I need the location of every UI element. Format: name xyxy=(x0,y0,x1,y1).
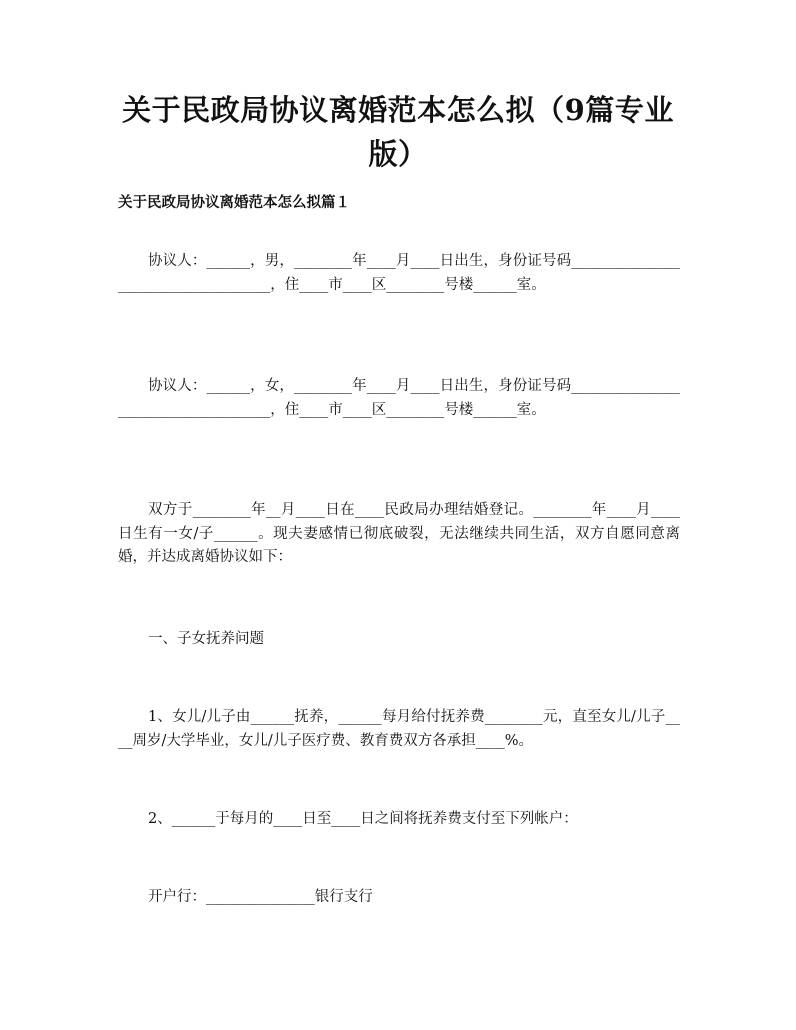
party-female-paragraph: 协议人：______，女，________年____月____日出生，身份证号码____________________________________，住____市____区________号楼______室。 xyxy=(118,378,680,418)
clause-2-paragraph: 2、______于每月的____日至____日之间将抚养费支付至下列帐户： xyxy=(148,811,578,827)
party-male-paragraph: 协议人：______，男，________年____月____日出生，身份证号码____________________________________，住____市____区________号楼______室。 xyxy=(118,253,680,293)
marriage-statement-paragraph: 双方于________年__月____日在____民政局办理结婚登记。________年____月____日生有一女/子______。现夫妻感情已彻底破裂，无法继续共同生活，双方自愿同意离婚，并达成离婚协议如下： xyxy=(118,502,680,565)
clause-1-paragraph: 1、女儿/儿子由______抚养，______每月给付抚养费________元，直至女儿/儿子____周岁/大学毕业，女儿/儿子医疗费、教育费双方各承担____%。 xyxy=(118,709,680,749)
document-title: 关于民政局协议离婚范本怎么拟（9篇专业版） xyxy=(122,93,674,171)
section-heading: 关于民政局协议离婚范本怎么拟篇１ xyxy=(118,194,350,211)
section-child-support-heading: 一、子女抚养问题 xyxy=(148,631,264,647)
bank-account-paragraph: 开户行：_______________银行支行 xyxy=(148,889,373,905)
